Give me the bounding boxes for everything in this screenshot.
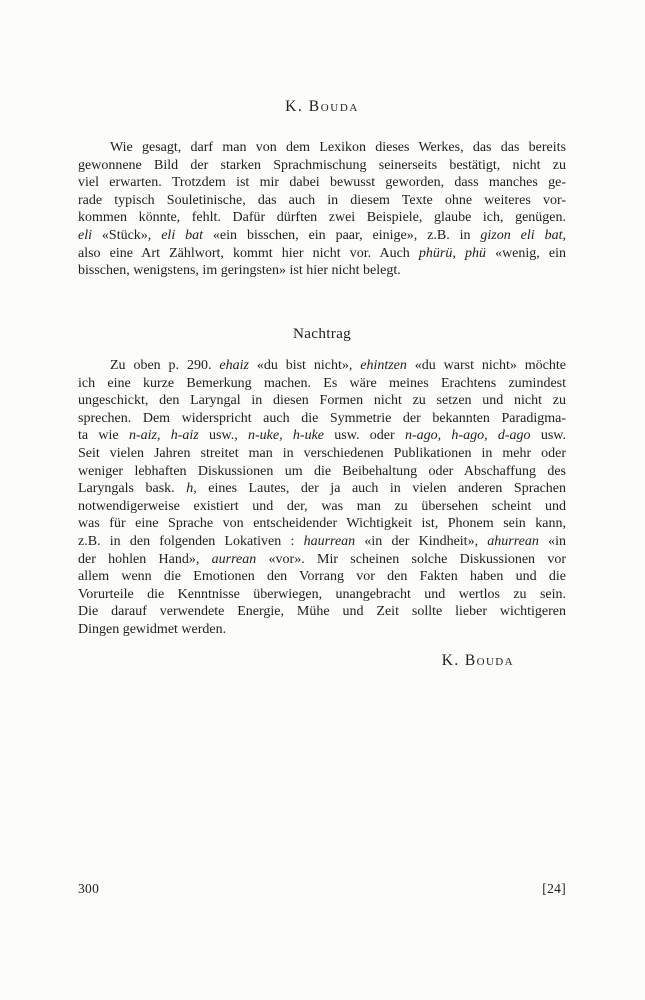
text-run: was für eine Sprache von entscheidender Wichtigkeit ist, Phonem sein kann, xyxy=(78,516,566,532)
text-line xyxy=(78,533,566,551)
text-line xyxy=(78,463,566,481)
text-run: weniger lebhaften Diskussionen um die Beibehaltung oder Abschaffung des xyxy=(78,463,566,479)
text-run: Dingen gewidmet werden. xyxy=(78,621,227,637)
text-run: Wie gesagt, darf man von dem Lexikon dieses Werkes, das das bereits xyxy=(110,140,566,155)
text-run: «du warst nicht» möchte xyxy=(406,358,566,373)
page-number: 300 xyxy=(78,881,100,896)
text-run: Laryngals bask. xyxy=(78,481,187,497)
text-line xyxy=(78,603,566,621)
text-run: allem wenn die Emotionen den Vorrang vor den Fakten haben und die xyxy=(78,569,566,585)
text-run: Die darauf verwendete Energie, Mühe und Zeit sollte lieber wichtigeren xyxy=(78,604,566,620)
text-line xyxy=(78,192,566,210)
text-run: bisschen, wenigstens, im geringsten» ist hier nicht belegt. xyxy=(78,263,401,279)
text-run: sprechen. Dem widerspricht auch die Symmetrie der bekannten Paradigma- xyxy=(78,410,566,426)
italic-term: phürü, phü xyxy=(418,245,486,261)
italic-term: gizon eli bat, xyxy=(480,227,566,243)
text-run: gewonnene Bild der starken Sprachmischung seinerseits bestätigt, nicht zu xyxy=(78,157,566,173)
italic-term: ehaiz xyxy=(219,358,249,373)
text-run: eines Lautes, der ja auch in vielen anderen Sprachen xyxy=(196,481,566,497)
text-line xyxy=(78,568,566,586)
text-run: «in xyxy=(538,533,566,549)
text-run: Seit vielen Jahren streitet man in verschiedenen Publikationen in mehr oder xyxy=(78,445,566,461)
text-line xyxy=(78,427,566,445)
text-line xyxy=(78,157,566,175)
text-line xyxy=(78,174,566,192)
text-run: usw., xyxy=(198,428,249,444)
text-line xyxy=(78,410,566,428)
section-heading: Nachtrag xyxy=(292,325,352,342)
paragraph-2 xyxy=(78,357,566,639)
text-run: kommen könnte, fehlt. Dafür dürften zwei Beispiele, glaube ich, genügen. xyxy=(78,210,566,226)
text-line xyxy=(78,392,566,410)
text-run: viel erwarten. Trotzdem ist mir dabei bewusst geworden, dass manches ge- xyxy=(78,175,566,191)
signature: K. Bouda xyxy=(441,652,514,669)
text-run: ta wie xyxy=(78,428,129,444)
text-line xyxy=(78,551,566,569)
text-run: der hohlen Hand», xyxy=(78,551,212,567)
text-line xyxy=(78,262,566,280)
text-run: «Stück», xyxy=(92,227,162,243)
paragraph-1 xyxy=(78,139,566,280)
text-line xyxy=(78,586,566,604)
text-run: «in der Kindheit», xyxy=(355,533,488,549)
text-line xyxy=(78,498,566,516)
issue-number: [24] xyxy=(542,881,566,896)
italic-term: h, xyxy=(186,481,197,497)
text-run: notwendigerweise existiert und der, was man zu übersehen scheint und xyxy=(78,498,566,514)
text-line xyxy=(78,227,566,245)
text-line xyxy=(78,209,566,227)
text-run: z.B. in den folgenden Lokativen : xyxy=(78,533,304,549)
italic-term: n-uke, h-uke xyxy=(248,428,324,444)
text-line xyxy=(78,480,566,498)
text-line xyxy=(78,357,566,375)
italic-term: aurrean xyxy=(211,551,257,567)
italic-term: ahurrean xyxy=(487,533,539,549)
text-run: rade typisch Souletinische, das auch in diesem Texte ohne weiteres vor- xyxy=(78,192,566,208)
text-line xyxy=(78,515,566,533)
text-run: usw. oder xyxy=(324,428,405,444)
text-line xyxy=(78,245,566,263)
text-run: also eine Art Zählwort, kommt hier nicht vor. Auch xyxy=(78,245,419,261)
italic-term: n-aiz, h-aiz xyxy=(128,428,199,444)
text-run: Vorurteile die Kenntnisse überwiegen, unangebracht und wertlos zu sein. xyxy=(78,586,566,602)
text-line xyxy=(78,375,566,393)
italic-term: haurrean xyxy=(303,533,356,549)
text-line xyxy=(78,139,566,157)
author-heading: K. Bouda xyxy=(285,98,359,115)
italic-term: eli xyxy=(78,227,92,243)
italic-term: ehintzen xyxy=(360,358,407,373)
text-run: ungeschickt, den Laryngal in diesen Formen nicht zu setzen und nicht zu xyxy=(78,393,566,409)
text-line xyxy=(78,621,566,639)
text-run: usw. xyxy=(530,428,566,444)
text-run: «vor». Mir scheinen solche Diskussionen vor xyxy=(256,551,566,567)
italic-term: n-ago, h-ago, d-ago xyxy=(404,428,531,444)
text-line xyxy=(78,445,566,463)
italic-term: eli bat xyxy=(161,227,204,243)
text-run: ich eine kurze Bemerkung machen. Es wäre meines Erachtens zumindest xyxy=(78,375,566,391)
text-run: «du bist nicht», xyxy=(248,358,361,373)
page-footer xyxy=(78,881,566,897)
text-run: «wenig, ein xyxy=(485,245,566,261)
text-run: «ein bisschen, ein paar, einige», z.B. in xyxy=(203,227,481,243)
text-run: Zu oben p. 290. xyxy=(110,358,220,373)
